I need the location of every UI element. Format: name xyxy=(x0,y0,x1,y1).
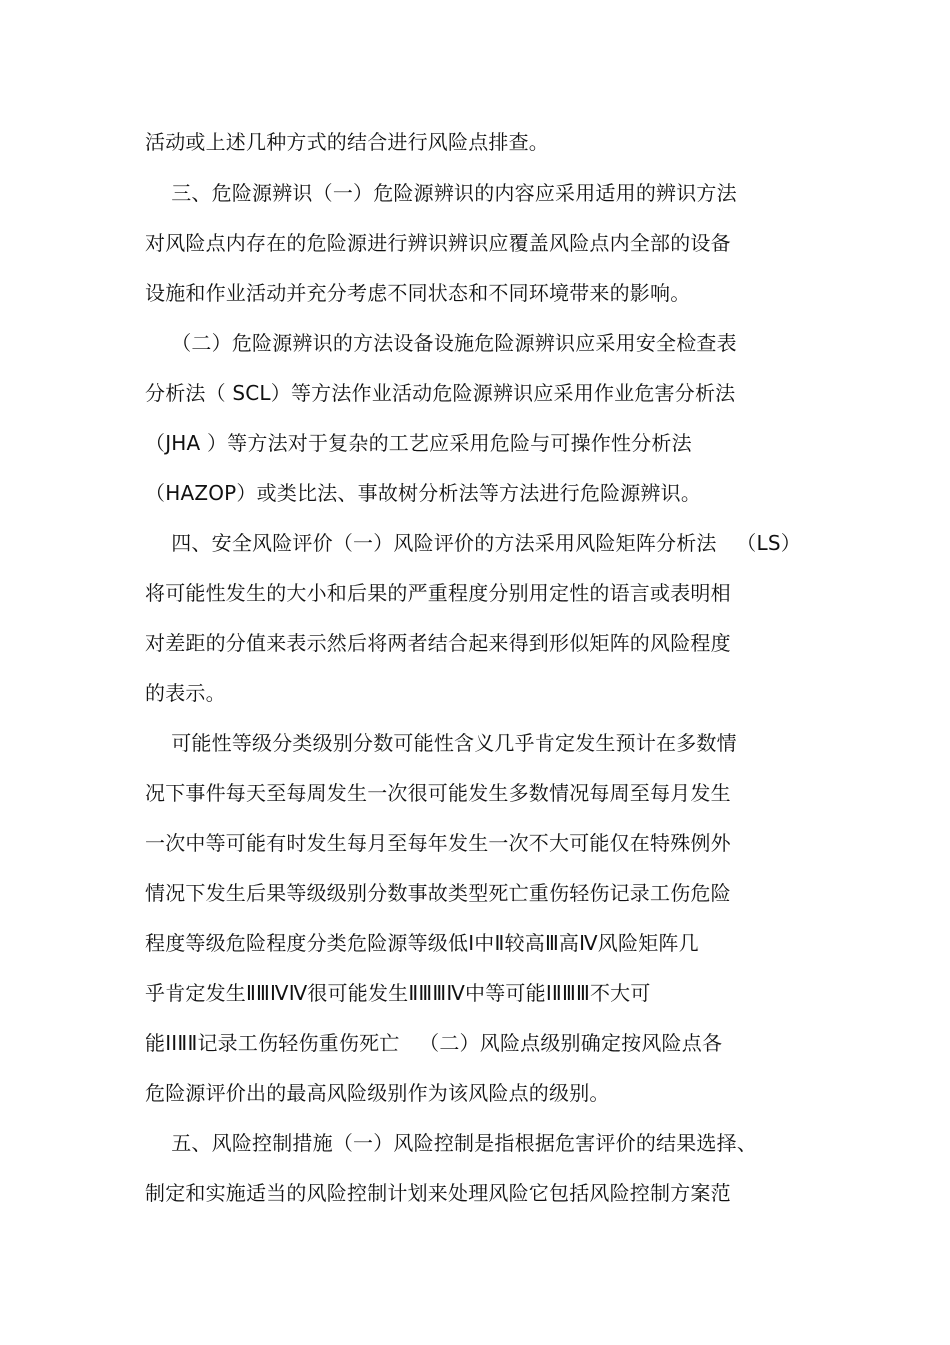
text-line: 能ⅠⅠⅡⅡ记录工伤轻伤重伤死亡 （二）风险点级别确定按风险点各 xyxy=(145,1031,723,1055)
text-line: 对差距的分值来表示然后将两者结合起来得到形似矩阵的风险程度 xyxy=(145,631,731,655)
text-line: 将可能性发生的大小和后果的严重程度分别用定性的语言或表明相 xyxy=(145,581,731,605)
text-line: （HAZOP）或类比法、事故树分析法等方法进行危险源辨识。 xyxy=(145,481,702,505)
text-line: 四、安全风险评价（一）风险评价的方法采用风险矩阵分析法 （LS） xyxy=(145,531,801,555)
text-line: 一次中等可能有时发生每月至每年发生一次不大可能仅在特殊例外 xyxy=(145,831,731,855)
text-line: （JHA ）等方法对于复杂的工艺应采用危险与可操作性分析法 xyxy=(145,431,692,455)
text-line: 设施和作业活动并充分考虑不同状态和不同环境带来的影响。 xyxy=(145,281,691,305)
text-line: 活动或上述几种方式的结合进行风险点排查。 xyxy=(145,130,549,154)
text-line: 五、风险控制措施（一）风险控制是指根据危害评价的结果选择、 xyxy=(145,1131,758,1155)
text-line: 况下事件每天至每周发生一次很可能发生多数情况每周至每月发生 xyxy=(145,781,731,805)
text-line: 情况下发生后果等级级别分数事故类型死亡重伤轻伤记录工伤危险 xyxy=(145,881,731,905)
text-line: 的表示。 xyxy=(145,681,226,705)
text-line: 分析法（ SCL）等方法作业活动危险源辨识应采用作业危害分析法 xyxy=(145,381,736,405)
text-line: 乎肯定发生ⅡⅢⅣⅣ很可能发生ⅡⅢⅢⅣ中等可能ⅠⅡⅢⅢ不大可 xyxy=(145,981,651,1005)
text-line: 对风险点内存在的危险源进行辨识辨识应覆盖风险点内全部的设备 xyxy=(145,231,731,255)
text-line: 危险源评价出的最高风险级别作为该风险点的级别。 xyxy=(145,1081,610,1105)
text-line: （二）危险源辨识的方法设备设施危险源辨识应采用安全检查表 xyxy=(145,331,737,355)
text-line: 三、危险源辨识（一）危险源辨识的内容应采用适用的辨识方法 xyxy=(145,181,737,205)
text-line: 程度等级危险程度分类危险源等级低Ⅰ中Ⅱ较高Ⅲ高Ⅳ风险矩阵几 xyxy=(145,931,699,955)
text-line: 可能性等级分类级别分数可能性含义几乎肯定发生预计在多数情 xyxy=(145,731,737,755)
text-line: 制定和实施适当的风险控制计划来处理风险它包括风险控制方案范 xyxy=(145,1181,731,1205)
